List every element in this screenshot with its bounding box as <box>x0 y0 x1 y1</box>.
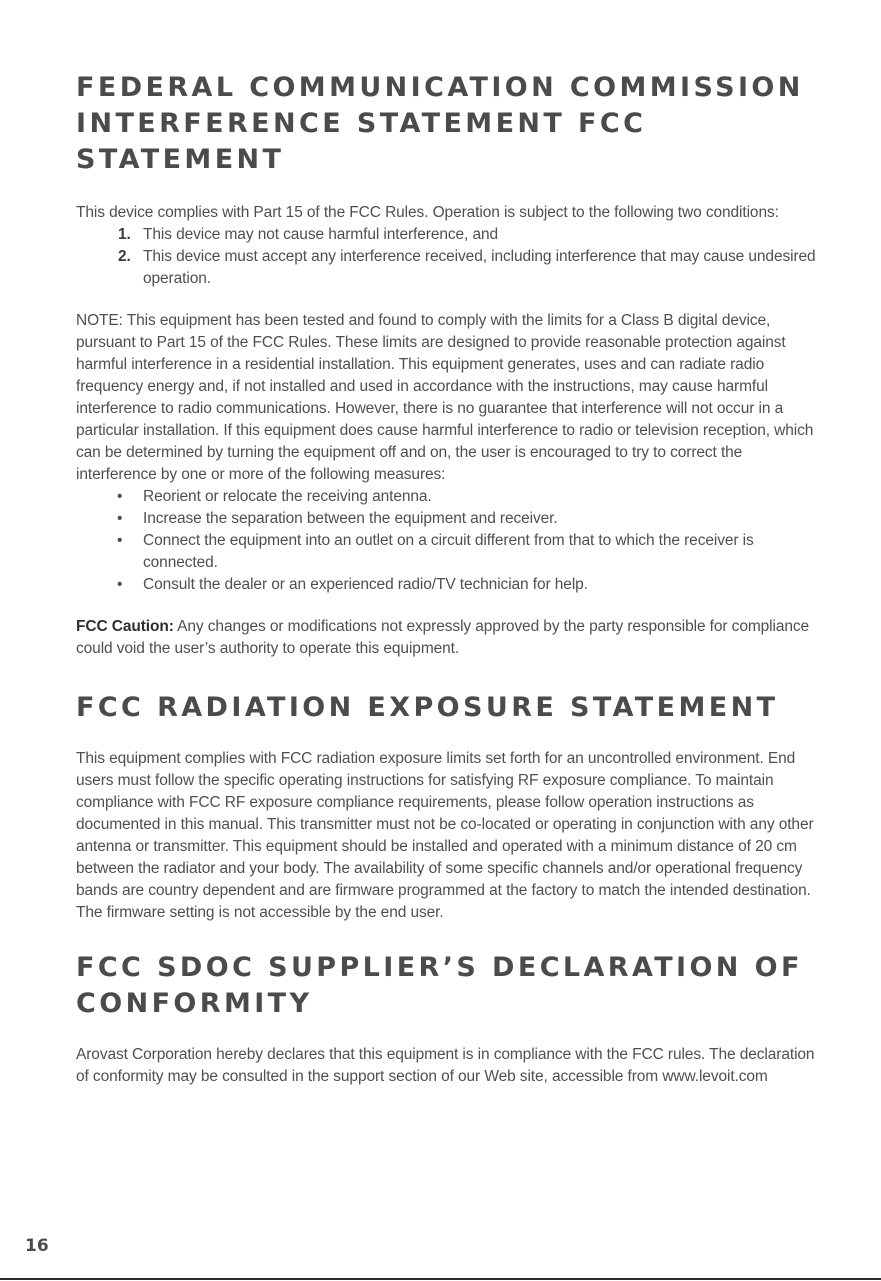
heading-sdoc: FCC SDOC SUPPLIER’S DECLARATION OF CONFORMITY <box>76 952 803 1019</box>
fcc-intro-paragraph: This device complies with Part 15 of the FCC Rules. Operation is subject to the following two conditions: <box>76 204 779 221</box>
heading-fcc-interference: FEDERAL COMMUNICATION COMMISSION INTERFERENCE STATEMENT FCC STATEMENT <box>76 72 804 175</box>
bullet-icon: • <box>117 576 123 593</box>
condition-text: This device may not cause harmful interference, and <box>143 226 499 243</box>
heading-radiation-exposure: FCC RADIATION EXPOSURE STATEMENT <box>76 692 779 723</box>
sdoc-paragraph: Arovast Corporation hereby declares that this equipment is in compliance with the FCC rules. The declaration of conformity may be consulted in the support section of our Web site, accessible from www.levoit.com <box>76 1046 815 1085</box>
condition-number: 2. <box>118 248 131 265</box>
measure-text: Connect the equipment into an outlet on a circuit different from that to which the receiver is connected. <box>143 532 754 571</box>
page-number: 16 <box>25 1236 49 1256</box>
bullet-icon: • <box>117 488 123 505</box>
measure-text: Increase the separation between the equipment and receiver. <box>143 510 558 527</box>
measure-item <box>117 508 816 530</box>
condition-item <box>118 246 816 290</box>
bottom-divider <box>0 1278 881 1280</box>
measure-text: Reorient or relocate the receiving antenna. <box>143 488 432 505</box>
bullet-icon: • <box>117 532 123 549</box>
radiation-paragraph: This equipment complies with FCC radiation exposure limits set forth for an uncontrolled environment. End users must follow the specific operating instructions for satisfying RF exposure compliance. To maintain compliance with FCC RF exposure compliance requirements, please follow operation instructions as documented in this manual. This transmitter must not be co-located or operating in conjunction with any other antenna or transmitter. This equipment should be installed and operated with a minimum distance of 20 cm between the radiator and your body. The availability of some specific channels and/or operational frequency bands are country dependent and are firmware programmed at the factory to match the intended destination. The firmware setting is not accessible by the end user. <box>76 750 814 921</box>
caution-label: FCC Caution: <box>76 618 174 635</box>
page-content <box>76 70 816 1088</box>
condition-text: This device must accept any interference received, including interference that may cause undesired operation. <box>143 248 816 287</box>
bullet-icon: • <box>117 510 123 527</box>
measures-list <box>76 486 816 596</box>
measure-item <box>117 574 816 596</box>
caution-text: Any changes or modifications not expressly approved by the party responsible for compliance could void the user’s authority to operate this equipment. <box>76 618 810 657</box>
measure-item <box>117 530 816 574</box>
measure-item <box>117 486 816 508</box>
fcc-caution-paragraph <box>76 616 816 660</box>
measure-text: Consult the dealer or an experienced radio/TV technician for help. <box>143 576 588 593</box>
condition-item <box>118 224 816 246</box>
fcc-note-paragraph: NOTE: This equipment has been tested and found to comply with the limits for a Class B digital device, pursuant to Part 15 of the FCC Rules. These limits are designed to provide reasonable protection against harmful interference in a residential installation. This equipment generates, uses and can radiate radio frequency energy and, if not installed and used in accordance with the instructions, may cause harmful interference to radio communications. However, there is no guarantee that interference will not occur in a particular installation. If this equipment does cause harmful interference to radio or television reception, which can be determined by turning the equipment off and on, the user is encouraged to try to correct the interference by one or more of the following measures: <box>76 312 814 483</box>
condition-number: 1. <box>118 226 131 243</box>
conditions-list <box>76 224 816 290</box>
